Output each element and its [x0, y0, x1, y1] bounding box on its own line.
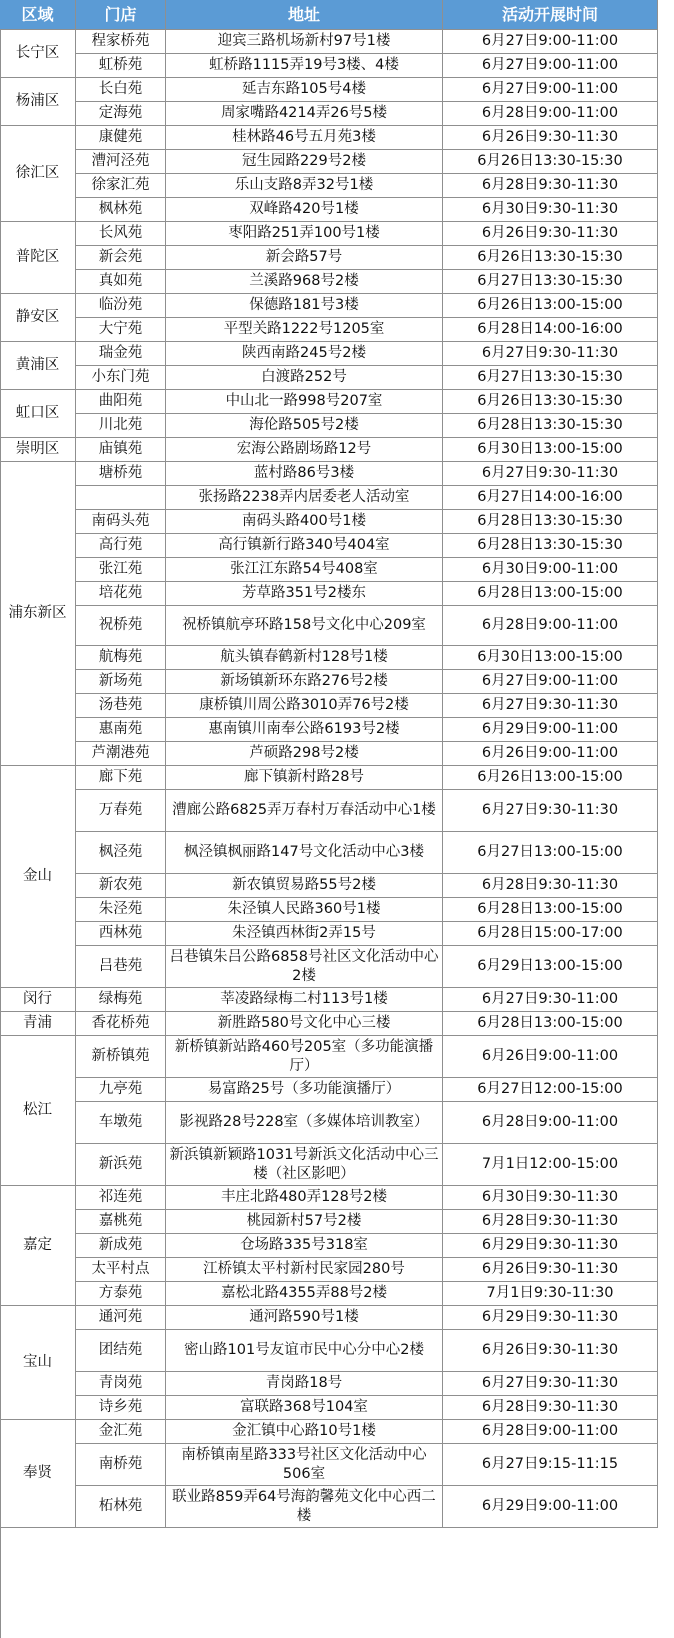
- time-cell: 6月27日9:00-11:00: [443, 78, 658, 102]
- time-cell: 6月27日9:30-11:00: [443, 988, 658, 1012]
- district-cell: 静安区: [0, 294, 76, 342]
- time-cell: 6月27日9:30-11:30: [443, 790, 658, 832]
- address-cell: 祝桥镇航亭环路158号文化中心209室: [166, 606, 443, 646]
- address-cell: 桂林路46号五月苑3楼: [166, 126, 443, 150]
- address-cell: 仓场路335号318室: [166, 1234, 443, 1258]
- store-cell: 南码头苑: [76, 510, 166, 534]
- store-cell: 徐家汇苑: [76, 174, 166, 198]
- address-cell: 张江江东路54号408室: [166, 558, 443, 582]
- store-cell: 新浜苑: [76, 1144, 166, 1186]
- store-cell: 高行苑: [76, 534, 166, 558]
- store-cell: 川北苑: [76, 414, 166, 438]
- store-cell: 朱泾苑: [76, 898, 166, 922]
- store-cell: 太平村点: [76, 1258, 166, 1282]
- address-cell: 莘凌路绿梅二村113号1楼: [166, 988, 443, 1012]
- store-cell: 大宁苑: [76, 318, 166, 342]
- store-cell: 西林苑: [76, 922, 166, 946]
- time-cell: 6月27日9:30-11:30: [443, 342, 658, 366]
- time-cell: 6月28日13:00-15:00: [443, 1012, 658, 1036]
- address-cell: 新农镇贸易路55号2楼: [166, 874, 443, 898]
- time-cell: 6月29日9:30-11:30: [443, 1234, 658, 1258]
- district-cell: 崇明区: [0, 438, 76, 462]
- address-cell: 迎宾三路机场新村97号1楼: [166, 30, 443, 54]
- time-cell: 6月27日9:30-11:30: [443, 1372, 658, 1396]
- store-cell: 嘉桃苑: [76, 1210, 166, 1234]
- time-cell: 6月26日9:30-11:30: [443, 222, 658, 246]
- store-cell: 张江苑: [76, 558, 166, 582]
- time-cell: 6月27日14:00-16:00: [443, 486, 658, 510]
- store-cell: 团结苑: [76, 1330, 166, 1372]
- time-cell: 6月28日9:30-11:30: [443, 874, 658, 898]
- address-cell: 富联路368号104室: [166, 1396, 443, 1420]
- address-cell: 青岗路18号: [166, 1372, 443, 1396]
- time-cell: 6月30日9:30-11:30: [443, 1186, 658, 1210]
- time-cell: 6月27日9:30-11:30: [443, 462, 658, 486]
- district-cell: 金山: [0, 766, 76, 988]
- store-cell: [76, 486, 166, 510]
- address-cell: 金汇镇中心路10号1楼: [166, 1420, 443, 1444]
- address-cell: 康桥镇川周公路3010弄76号2楼: [166, 694, 443, 718]
- address-cell: 朱泾镇西林街2弄15号: [166, 922, 443, 946]
- time-cell: 6月28日13:30-15:30: [443, 414, 658, 438]
- store-cell: 新农苑: [76, 874, 166, 898]
- address-cell: 宏海公路剧场路12号: [166, 438, 443, 462]
- store-cell: 祁连苑: [76, 1186, 166, 1210]
- store-cell: 吕巷苑: [76, 946, 166, 988]
- address-cell: 联业路859弄64号海韵馨苑文化中心西二楼: [166, 1486, 443, 1528]
- store-cell: 青岗苑: [76, 1372, 166, 1396]
- time-cell: 6月28日9:00-11:00: [443, 1420, 658, 1444]
- store-cell: 廊下苑: [76, 766, 166, 790]
- time-cell: 7月1日12:00-15:00: [443, 1144, 658, 1186]
- address-cell: 影视路28号228室（多媒体培训教室）: [166, 1102, 443, 1144]
- store-cell: 南桥苑: [76, 1444, 166, 1486]
- address-cell: 蓝村路86号3楼: [166, 462, 443, 486]
- time-cell: 6月28日9:00-11:00: [443, 606, 658, 646]
- district-cell: 奉贤: [0, 1420, 76, 1528]
- store-cell: 香花桥苑: [76, 1012, 166, 1036]
- store-cell: 绿梅苑: [76, 988, 166, 1012]
- header-time: 活动开展时间: [443, 0, 658, 30]
- time-cell: 6月30日13:00-15:00: [443, 438, 658, 462]
- district-cell: 宝山: [0, 1306, 76, 1420]
- time-cell: 6月27日13:30-15:30: [443, 270, 658, 294]
- store-cell: 漕河泾苑: [76, 150, 166, 174]
- time-cell: 6月30日9:00-11:00: [443, 558, 658, 582]
- store-cell: 新会苑: [76, 246, 166, 270]
- time-cell: 6月26日9:00-11:00: [443, 1036, 658, 1078]
- address-cell: 易富路25号（多功能演播厅）: [166, 1078, 443, 1102]
- address-cell: 乐山支路8弄32号1楼: [166, 174, 443, 198]
- address-cell: 延吉东路105号4楼: [166, 78, 443, 102]
- time-cell: 6月27日9:00-11:00: [443, 54, 658, 78]
- address-cell: 江桥镇太平村新村民家园280号: [166, 1258, 443, 1282]
- store-cell: 塘桥苑: [76, 462, 166, 486]
- address-cell: 海伦路505号2楼: [166, 414, 443, 438]
- address-cell: 朱泾镇人民路360号1楼: [166, 898, 443, 922]
- time-cell: 6月26日9:30-11:30: [443, 1330, 658, 1372]
- time-cell: 6月27日9:00-11:00: [443, 670, 658, 694]
- header-address: 地址: [166, 0, 443, 30]
- store-cell: 瑞金苑: [76, 342, 166, 366]
- store-cell: 虹桥苑: [76, 54, 166, 78]
- district-cell: 虹口区: [0, 390, 76, 438]
- address-cell: 枫泾镇枫丽路147号文化活动中心3楼: [166, 832, 443, 874]
- time-cell: 6月26日9:00-11:00: [443, 742, 658, 766]
- time-cell: 6月28日15:00-17:00: [443, 922, 658, 946]
- district-cell: 徐汇区: [0, 126, 76, 222]
- store-cell: 柘林苑: [76, 1486, 166, 1528]
- time-cell: 6月27日13:30-15:30: [443, 366, 658, 390]
- address-cell: 白渡路252号: [166, 366, 443, 390]
- store-cell: 方泰苑: [76, 1282, 166, 1306]
- address-cell: 高行镇新行路340号404室: [166, 534, 443, 558]
- district-cell: 浦东新区: [0, 462, 76, 766]
- address-cell: 枣阳路251弄100号1楼: [166, 222, 443, 246]
- store-cell: 金汇苑: [76, 1420, 166, 1444]
- time-cell: 6月26日13:30-15:30: [443, 246, 658, 270]
- time-cell: 6月29日9:00-11:00: [443, 718, 658, 742]
- time-cell: 6月26日13:30-15:30: [443, 150, 658, 174]
- time-cell: 6月29日9:30-11:30: [443, 1306, 658, 1330]
- address-cell: 双峰路420号1楼: [166, 198, 443, 222]
- store-cell: 新场苑: [76, 670, 166, 694]
- address-cell: 嘉松北路4355弄88号2楼: [166, 1282, 443, 1306]
- district-cell: 普陀区: [0, 222, 76, 294]
- store-cell: 祝桥苑: [76, 606, 166, 646]
- address-cell: 丰庄北路480弄128号2楼: [166, 1186, 443, 1210]
- store-cell: 诗乡苑: [76, 1396, 166, 1420]
- time-cell: 6月28日9:00-11:00: [443, 102, 658, 126]
- time-cell: 6月26日13:00-15:00: [443, 766, 658, 790]
- district-cell: 青浦: [0, 1012, 76, 1036]
- header-store: 门店: [76, 0, 166, 30]
- store-cell: 新桥镇苑: [76, 1036, 166, 1078]
- address-cell: 南桥镇南星路333号社区文化活动中心506室: [166, 1444, 443, 1486]
- address-cell: 新胜路580号文化中心三楼: [166, 1012, 443, 1036]
- address-cell: 冠生园路229号2楼: [166, 150, 443, 174]
- time-cell: 6月28日9:00-11:00: [443, 1102, 658, 1144]
- address-cell: 芦硕路298号2楼: [166, 742, 443, 766]
- address-cell: 新浜镇新颖路1031号新浜文化活动中心三楼（社区影吧）: [166, 1144, 443, 1186]
- time-cell: 6月30日9:30-11:30: [443, 198, 658, 222]
- time-cell: 6月28日13:00-15:00: [443, 582, 658, 606]
- store-cell: 通河苑: [76, 1306, 166, 1330]
- address-cell: 新场镇新环东路276号2楼: [166, 670, 443, 694]
- time-cell: 6月28日9:30-11:30: [443, 1396, 658, 1420]
- district-cell: 长宁区: [0, 30, 76, 78]
- store-cell: 曲阳苑: [76, 390, 166, 414]
- store-cell: 枫泾苑: [76, 832, 166, 874]
- store-cell: 小东门苑: [76, 366, 166, 390]
- address-cell: 虹桥路1115弄19号3楼、4楼: [166, 54, 443, 78]
- address-cell: 新桥镇新站路460号205室（多功能演播厅）: [166, 1036, 443, 1078]
- store-cell: 程家桥苑: [76, 30, 166, 54]
- address-cell: 密山路101号友谊市民中心分中心2楼: [166, 1330, 443, 1372]
- address-cell: 通河路590号1楼: [166, 1306, 443, 1330]
- district-cell: 闵行: [0, 988, 76, 1012]
- district-cell: 杨浦区: [0, 78, 76, 126]
- address-cell: 芳草路351号2楼东: [166, 582, 443, 606]
- time-cell: 6月27日13:00-15:00: [443, 832, 658, 874]
- time-cell: 6月28日9:30-11:30: [443, 1210, 658, 1234]
- address-cell: 新会路57号: [166, 246, 443, 270]
- time-cell: 6月28日13:00-15:00: [443, 898, 658, 922]
- store-cell: 枫林苑: [76, 198, 166, 222]
- address-cell: 漕廊公路6825弄万春村万春活动中心1楼: [166, 790, 443, 832]
- district-cell: 松江: [0, 1036, 76, 1186]
- store-cell: 航梅苑: [76, 646, 166, 670]
- time-cell: 6月27日9:30-11:30: [443, 694, 658, 718]
- store-cell: 九亭苑: [76, 1078, 166, 1102]
- store-cell: 临汾苑: [76, 294, 166, 318]
- header-district: 区域: [0, 0, 76, 30]
- store-cell: 万春苑: [76, 790, 166, 832]
- time-cell: 6月29日9:00-11:00: [443, 1486, 658, 1528]
- time-cell: 6月26日13:30-15:30: [443, 390, 658, 414]
- store-cell: 长风苑: [76, 222, 166, 246]
- time-cell: 6月26日13:00-15:00: [443, 294, 658, 318]
- address-cell: 惠南镇川南奉公路6193号2楼: [166, 718, 443, 742]
- store-cell: 芦潮港苑: [76, 742, 166, 766]
- time-cell: 6月29日13:00-15:00: [443, 946, 658, 988]
- address-cell: 兰溪路968号2楼: [166, 270, 443, 294]
- time-cell: 7月1日9:30-11:30: [443, 1282, 658, 1306]
- time-cell: 6月28日9:30-11:30: [443, 174, 658, 198]
- address-cell: 中山北一路998号207室: [166, 390, 443, 414]
- address-cell: 张扬路2238弄内居委老人活动室: [166, 486, 443, 510]
- address-cell: 南码头路400号1楼: [166, 510, 443, 534]
- time-cell: 6月28日13:30-15:30: [443, 534, 658, 558]
- address-cell: 保德路181号3楼: [166, 294, 443, 318]
- time-cell: 6月28日13:30-15:30: [443, 510, 658, 534]
- time-cell: 6月27日12:00-15:00: [443, 1078, 658, 1102]
- store-cell: 定海苑: [76, 102, 166, 126]
- address-cell: 周家嘴路4214弄26号5楼: [166, 102, 443, 126]
- store-cell: 长白苑: [76, 78, 166, 102]
- time-cell: 6月27日9:00-11:00: [443, 30, 658, 54]
- store-cell: 汤巷苑: [76, 694, 166, 718]
- district-cell: 黄浦区: [0, 342, 76, 390]
- time-cell: 6月27日9:15-11:15: [443, 1444, 658, 1486]
- store-cell: 惠南苑: [76, 718, 166, 742]
- time-cell: 6月26日9:30-11:30: [443, 126, 658, 150]
- store-cell: 培花苑: [76, 582, 166, 606]
- store-cell: 车墩苑: [76, 1102, 166, 1144]
- store-cell: 康健苑: [76, 126, 166, 150]
- time-cell: 6月28日14:00-16:00: [443, 318, 658, 342]
- address-cell: 桃园新村57号2楼: [166, 1210, 443, 1234]
- address-cell: 航头镇春鹤新村128号1楼: [166, 646, 443, 670]
- address-cell: 平型关路1222号1205室: [166, 318, 443, 342]
- district-cell: 嘉定: [0, 1186, 76, 1306]
- address-cell: 廊下镇新村路28号: [166, 766, 443, 790]
- address-cell: 吕巷镇朱吕公路6858号社区文化活动中心2楼: [166, 946, 443, 988]
- address-cell: 陕西南路245号2楼: [166, 342, 443, 366]
- store-cell: 新成苑: [76, 1234, 166, 1258]
- store-cell: 庙镇苑: [76, 438, 166, 462]
- store-cell: 真如苑: [76, 270, 166, 294]
- time-cell: 6月26日9:30-11:30: [443, 1258, 658, 1282]
- time-cell: 6月30日13:00-15:00: [443, 646, 658, 670]
